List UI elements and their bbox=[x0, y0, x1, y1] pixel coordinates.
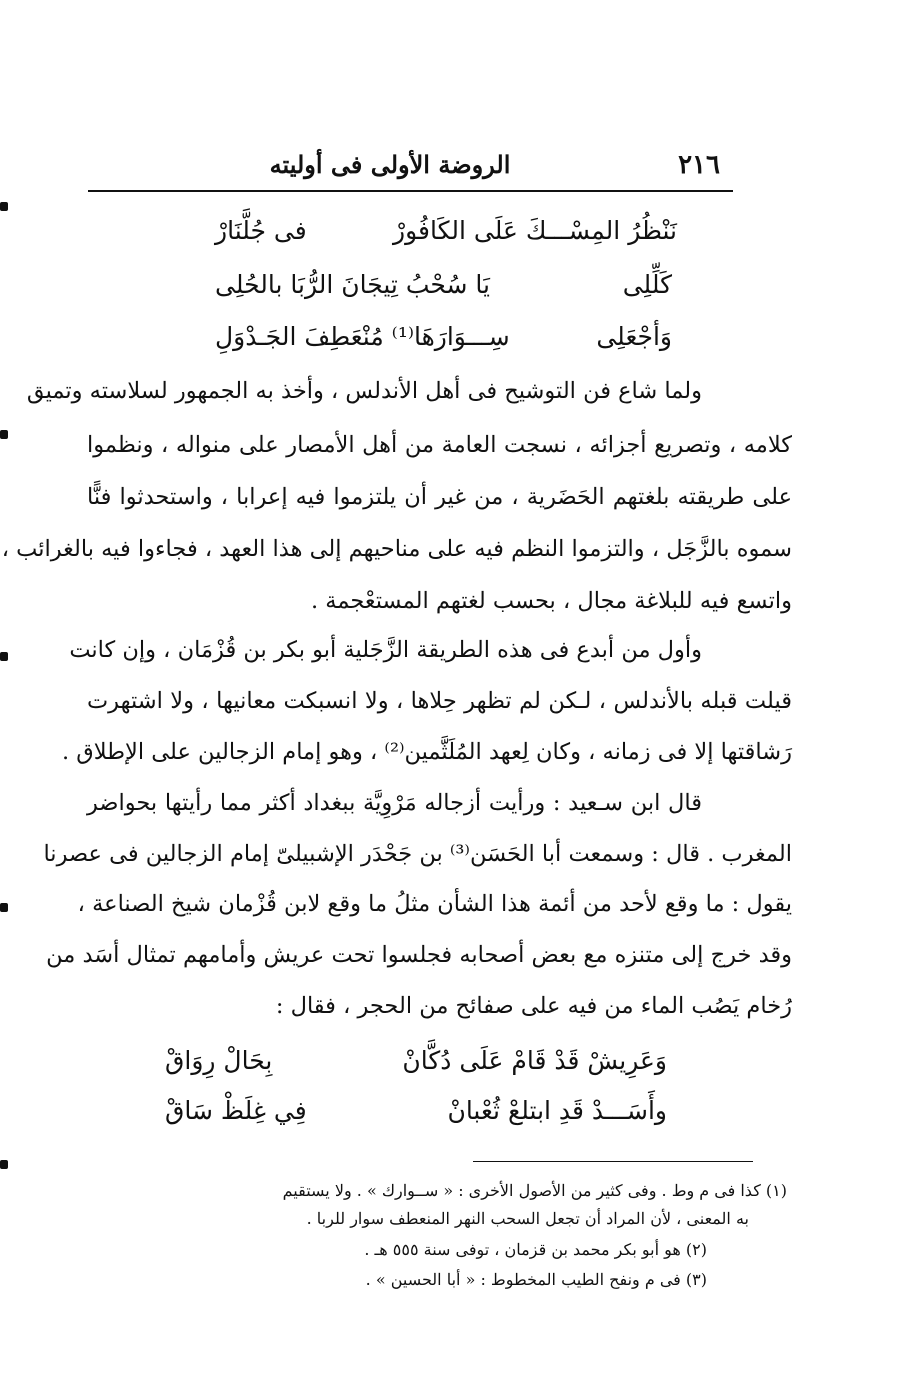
footnote-3: (٣) فى م ونفح الطيب المخطوط : « أبا الحسين » . bbox=[365, 1270, 707, 1289]
text-line-5: واتسع فيه للبلاغة مجال ، بحسب لغتهم المستعْجمة . bbox=[310, 588, 792, 614]
verse-line-4-first: وَعَرِيشْ قَدْ قَامْ عَلَى دُكَّانْ bbox=[402, 1046, 667, 1075]
footnote-1-continued: به المعنى ، لأن المراد أن تجعل السحب النهر المنعطف سوار للربا . bbox=[306, 1209, 749, 1228]
verse-line-2-second: يَا سُحْبُ تِيجَانَ الرُّبَا بالحُلِى bbox=[215, 270, 490, 299]
text-line-3: على طريقته بلغتهم الحَضَرية ، من غير أن يلتزموا فيه إعرابا ، واستحدثوا فنًّا bbox=[87, 484, 792, 510]
text-line-1: ولما شاع فن التوشيح فى أهل الأندلس ، وأخذ به الجمهور لسلاسته وتميق bbox=[26, 378, 702, 404]
header-rule bbox=[88, 190, 733, 192]
text-line-10: المغرب . قال : وسمعت أبا الحَسَن⁽³⁾ بن جَحْدَر الإشبيلىّ إمام الزجالين فى عصرنا bbox=[43, 841, 792, 867]
running-title: الروضة الأولى فى أوليته bbox=[269, 150, 511, 179]
footnote-2: (٢) هو أبو بكر محمد بن قزمان ، توفى سنة ٥٥٥ هـ . bbox=[364, 1240, 707, 1259]
verse-line-5-second: فِي غِلَظْ سَاقْ bbox=[165, 1096, 307, 1125]
scan-mark bbox=[0, 430, 8, 439]
text-line-9: قال ابن سـعيد : ورأيت أزجاله مَرْوِيَّة ببغداد أكثر مما رأيتها بحواضر bbox=[87, 790, 702, 816]
text-line-7: قيلت قبله بالأندلس ، لـكن لم تظهر حِلاها ، ولا انسبكت معانيها ، ولا اشتهرت bbox=[87, 688, 792, 714]
text-line-11: يقول : ما وقع لأحد من أئمة هذا الشأن مثلُ ما وقع لابن قُزْمان شيخ الصناعة ، bbox=[77, 891, 792, 917]
scan-mark bbox=[0, 903, 8, 912]
footnote-1: (١) كذا فى م وط . وفى كثير من الأصول الأخرى : « ســوارك » . ولا يستقيم bbox=[282, 1181, 787, 1200]
verse-line-5-first: وأَسَـــدْ قَدِ ابتلعْ ثُعْبانْ bbox=[447, 1096, 667, 1125]
verse-line-1-second: فى جُلَّنَارْ bbox=[215, 216, 307, 245]
text-line-4: سموه بالزَّجَل ، والتزموا النظم فيه على مناحيهم إلى هذا العهد ، فجاءوا فيه بالغرائب ، bbox=[1, 536, 792, 562]
scan-mark bbox=[0, 652, 8, 661]
page-number: ٢١٦ bbox=[678, 150, 720, 180]
text-line-12: وقد خرج إلى متنزه مع بعض أصحابه فجلسوا تحت عريش وأمامهم تمثال أسَد من bbox=[46, 942, 792, 968]
scan-mark bbox=[0, 202, 8, 211]
text-line-6: وأول من أبدع فى هذه الطريقة الزَّجَلية أبو بكر بن قُزْمَان ، وإن كانت bbox=[69, 637, 702, 663]
footnote-rule bbox=[473, 1161, 753, 1162]
verse-line-1-first: نَنْظُرُ المِسْـــكَ عَلَى الكَافُورْ bbox=[393, 216, 677, 245]
verse-line-2-first: كَلِّلِى bbox=[622, 270, 672, 299]
verse-line-4-second: بِحَالْ رِوَاقْ bbox=[165, 1046, 273, 1075]
scan-mark bbox=[0, 1160, 8, 1169]
text-line-2: كلامه ، وتصريع أجزائه ، نسجت العامة من أهل الأمصار على منواله ، ونظموا bbox=[87, 432, 792, 458]
verse-line-3-first: وَأجْعَلِى bbox=[596, 322, 672, 351]
verse-line-3-second: سِـــوَارَهَا⁽¹⁾ مُنْعَطِفَ الجَـدْوَلِ bbox=[215, 322, 510, 351]
text-line-13: رُخام يَصُب الماء من فيه على صفائح من الحجر ، فقال : bbox=[275, 993, 792, 1019]
text-line-8: رَشاقتها إلا فى زمانه ، وكان لِعهد المُلَثَّمين⁽²⁾ ، وهو إمام الزجالين على الإطلاق . bbox=[61, 739, 792, 765]
page-header bbox=[90, 140, 730, 188]
